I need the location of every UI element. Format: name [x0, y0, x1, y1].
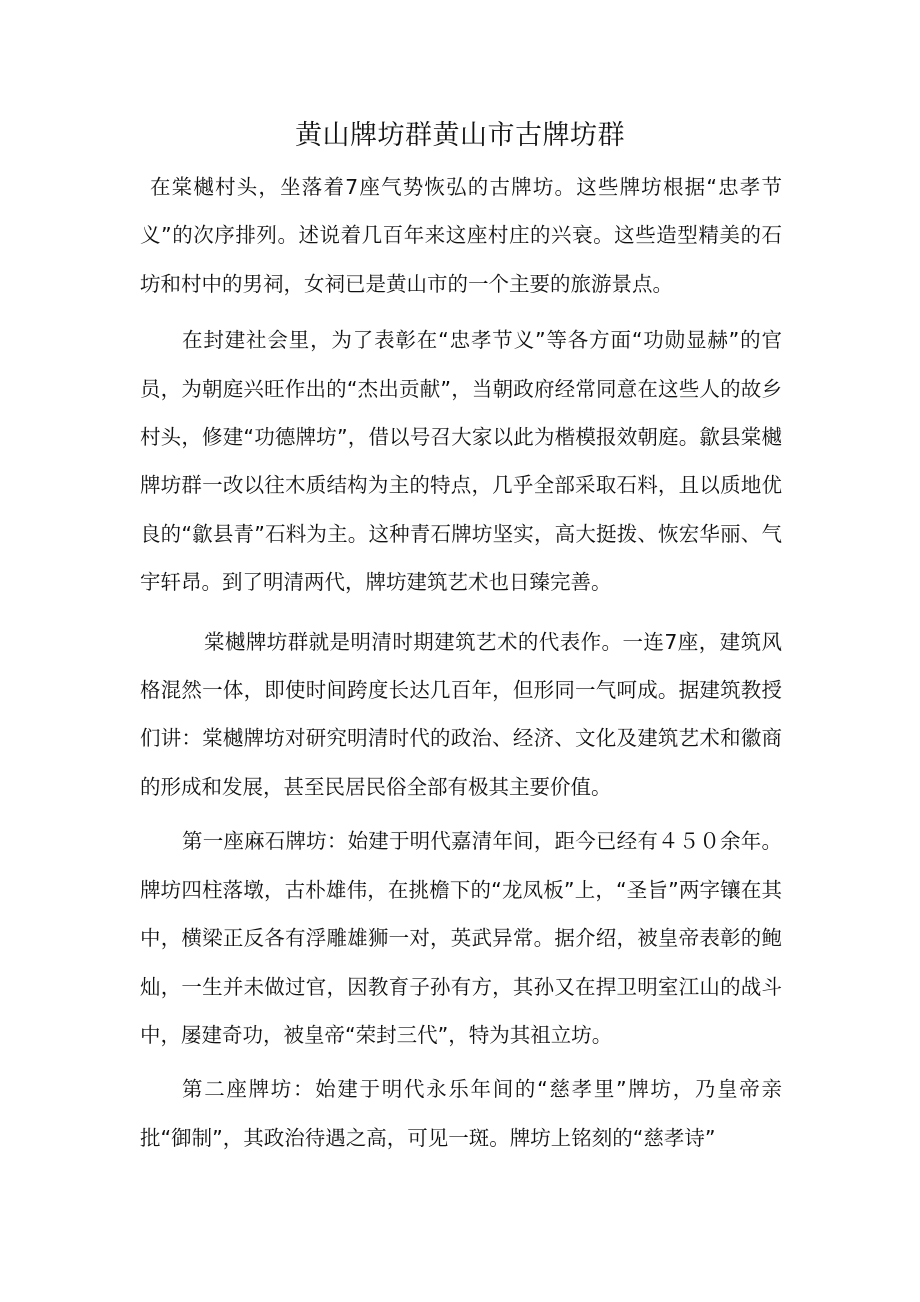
paragraph-first-archway: 第一座麻石牌坊：始建于明代嘉清年间，距今已经有４５０余年。牌坊四柱落墩，古朴雄伟，在挑檐下的“龙凤板”上，“圣旨”两字镶在其中，横梁正反各有浮雕雄狮一对，英武异常。据介绍，被皇帝表彰的鲍灿，一生并未做过官，因教育子孙有方，其孙又在捍卫明室江山的战斗中，屡建奇功，被皇帝“荣封三代”，特为其祖立坊。: [140, 829, 782, 1047]
paragraph-representative-work: 棠樾牌坊群就是明清时期建筑艺术的代表作。一连7座，建筑风格混然一体，即使时间跨度长达几百年，但形同一气呵成。据建筑教授们讲：棠樾牌坊对研究明清时代的政治、经济、文化及建筑艺术和徽商的形成和发展，甚至民居民俗全部有极其主要价值。: [140, 629, 782, 799]
document-body: [140, 163, 782, 1162]
document-title: 黄山牌坊群黄山市古牌坊群: [295, 120, 625, 151]
paragraph-intro: 在棠樾村头，坐落着7座气势恢弘的古牌坊。这些牌坊根据“忠孝节义”的次序排列。述说着几百年来这座村庄的兴衰。这些造型精美的石坊和村中的男祠，女祠已是黄山市的一个主要的旅游景点。: [140, 175, 782, 296]
paragraph-second-archway: 第二座牌坊：始建于明代永乐年间的“慈孝里”牌坊，乃皇帝亲批“御制”，其政治待遇之高，可见一斑。牌坊上铭刻的“慈孝诗”: [140, 1077, 782, 1150]
paragraph-feudal-society: 在封建社会里，为了表彰在“忠孝节义”等各方面“功勋显赫”的官员，为朝庭兴旺作出的“杰出贡献”，当朝政府经常同意在这些人的故乡村头，修建“功德牌坊”，借以号召大家以此为楷模报效朝庭。歙县棠樾牌坊群一改以往木质结构为主的特点，几乎全部采取石料，且以质地优良的“歙县青”石料为主。这种青石牌坊坚实，高大挺拨、恢宏华丽、气宇轩昂。到了明清两代，牌坊建筑艺术也日臻完善。: [140, 328, 782, 595]
